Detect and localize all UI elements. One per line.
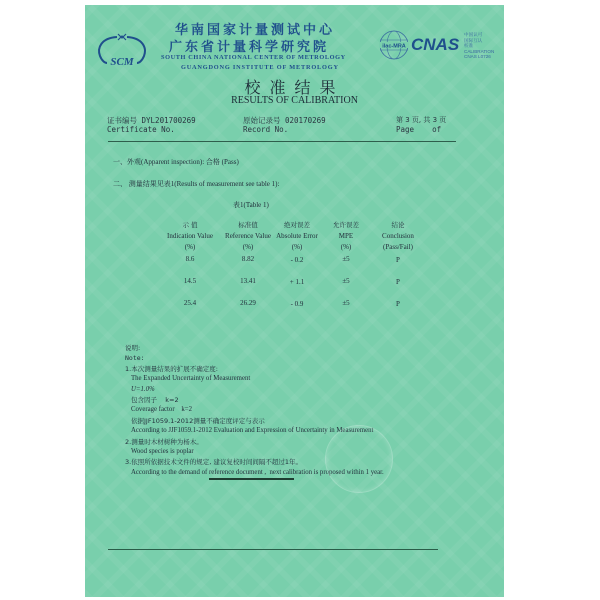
svg-text:ilac-MRA: ilac-MRA (382, 43, 406, 50)
section-measurement-results: 二、 测量结果见表1(Results of measurement see table 1): (113, 180, 280, 188)
cell-mpe: ±5 (342, 277, 350, 285)
record-label-cn: 原始记录号 (243, 116, 281, 125)
page-title-cn: 校准结果 (244, 78, 345, 97)
cell-indication: 25.4 (183, 299, 197, 307)
cell-reference: 8.82 (241, 255, 255, 263)
note-1-reference-cn: 依据JJF1059.1-2012测量不确定度评定与表示 (131, 416, 265, 425)
record-no-value: 020170269 (285, 116, 326, 125)
certificate-label-en: Certificate No. (107, 125, 175, 134)
note-title-cn: 说明: (125, 344, 141, 352)
column-header-conclusion (365, 220, 431, 253)
note-1-reference-en: According to JJF1059.1-2012 Evaluation and Expression of Uncertainty in Measurement (131, 427, 374, 435)
org-name-cn-2: 广东省计量科学研究院 (169, 40, 330, 55)
cnas-side-line: 国际互认 (464, 37, 483, 43)
svg-text:SCM: SCM (110, 56, 134, 68)
cell-conclusion: P (396, 256, 400, 264)
header-divider (108, 141, 456, 142)
header-en: Conclusion (382, 232, 414, 240)
section-apparent-inspection: 一、外观(Apparent inspection): 合格 (Pass) (113, 158, 239, 166)
note-3-cn: 3.依照所依据技术文件的规定, 建议复校时间间隔不超过1年。 (125, 458, 302, 467)
cell-absolute-error: + 1.1 (289, 278, 305, 286)
org-name-en-1: SOUTH CHINA NATIONAL CENTER OF METROLOGY (161, 54, 346, 61)
cell-mpe: ±5 (342, 299, 350, 307)
cnas-side-line: CALIBRATION (464, 48, 495, 54)
embossed-seal (325, 425, 393, 493)
org-name-en-2: GUANGDONG INSTITUTE OF METROLOGY (181, 64, 339, 71)
header-en: Absolute Error (276, 232, 318, 240)
cell-absolute-error: - 0.9 (290, 300, 304, 308)
cell-mpe: ±5 (342, 255, 350, 263)
cnas-side-line: 校准 (464, 43, 474, 49)
cell-reference: 13.41 (240, 277, 256, 285)
end-of-content-line (209, 478, 294, 480)
header-unit: (%) (291, 243, 303, 251)
certificate-no-value: DYL201700269 (141, 116, 196, 125)
calibration-certificate-page (85, 5, 504, 597)
header-en: Indication Value (167, 232, 213, 240)
record-label-en: Record No. (243, 125, 289, 134)
footer-divider (108, 549, 438, 550)
header-cn: 结论 (391, 221, 405, 229)
note-3-en: According to the demand of reference document , next calibration is proposed within 1 year. (131, 468, 384, 476)
header-cn: 允许误差 (333, 221, 359, 229)
header-cn: 标准值 (238, 221, 258, 229)
cell-indication: 14.5 (183, 277, 197, 285)
note-title-en: Note: (125, 354, 145, 363)
note-1-uncertainty: U=1.0% (131, 385, 155, 393)
org-name-cn-1: 华南国家计量测试中心 (175, 23, 336, 38)
ilac-mra-logo-icon (378, 29, 410, 61)
header-en: Reference Value (225, 232, 271, 240)
header-cn: 绝对误差 (284, 221, 310, 229)
note-2-cn: 2.测量时木材树种为杨木。 (125, 437, 203, 446)
cell-conclusion: P (396, 300, 400, 308)
cell-conclusion: P (396, 278, 400, 286)
header-unit: (%) (184, 243, 196, 251)
note-1-coverage-cn: 包含因子 k=2 (131, 396, 179, 405)
header-en: MPE (338, 232, 354, 240)
certificate-label-cn: 证书编号 (107, 116, 137, 125)
scm-logo-icon (95, 30, 149, 70)
note-1-coverage-en: Coverage factor k=2 (131, 406, 193, 414)
cnas-side-line: CNAS L0726 (464, 54, 491, 60)
note-1-cn: 1.本次测量结果的扩展不确定度: (125, 364, 218, 373)
header-unit: (%) (242, 243, 254, 251)
header-unit: (%) (340, 243, 352, 251)
cell-indication: 8.6 (185, 255, 195, 263)
note-2-en: Wood species is poplar (131, 448, 194, 456)
cnas-side-line: 中国认可 (464, 32, 483, 37)
page-number-cn: 第 3 页, 共 3 页 (396, 116, 447, 124)
header-unit: (Pass/Fail) (383, 243, 413, 251)
header-cn: 示 值 (182, 221, 198, 229)
page-title-en: RESULTS OF CALIBRATION (231, 95, 358, 106)
cnas-logo: CNAS (411, 35, 460, 54)
cnas-accreditation-text (464, 32, 494, 60)
note-1-en: The Expanded Uncertainty of Measurement (131, 375, 251, 383)
table-caption: 表1(Table 1) (233, 201, 269, 209)
cell-reference: 26.29 (240, 299, 256, 307)
page-number-en: Page of (396, 125, 442, 134)
cell-absolute-error: - 0.2 (290, 256, 304, 264)
